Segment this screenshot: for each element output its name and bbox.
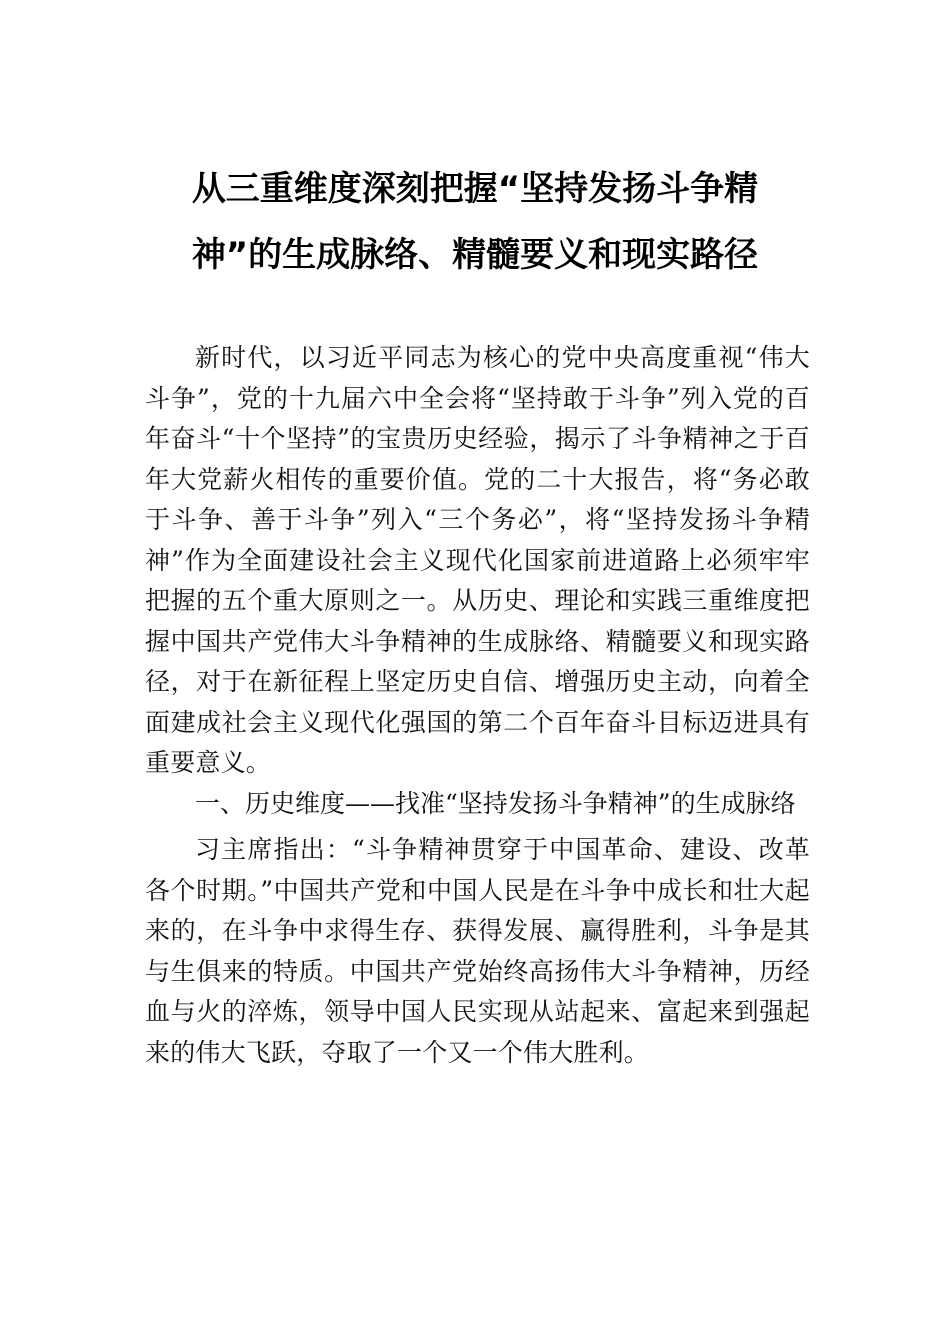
intro-paragraph: 新时代，以习近平同志为核心的党中央高度重视“伟大斗争”，党的十九届六中全会将“坚持敢于斗争”列入党的百年奋斗“十个坚持”的宝贵历史经验，揭示了斗争精神之于百年大党薪火相传的重要价值。党的二十大报告，将“务必敢于斗争、善于斗争”列入“三个务必”，将“坚持发扬斗争精神”作为全面建设社会主义现代化国家前进道路上必须牢牢把握的五个重大原则之一。从历史、理论和实践三重维度把握中国共产党伟大斗争精神的生成脉络、精髓要义和现实路径，对于在新征程上坚定历史自信、增强历史主动，向着全面建成社会主义现代化强国的第二个百年奋斗目标迈进具有重要意义。 bbox=[145, 343, 810, 777]
title-line-1: 从三重维度深刻把握“坚持发扬斗争精 bbox=[191, 169, 759, 209]
document-body bbox=[145, 338, 810, 1073]
section-1-heading: 一、历史维度——找准“坚持发扬斗争精神”的生成脉络 bbox=[195, 788, 796, 818]
title-line-2: 神”的生成脉络、精髓要义和现实路径 bbox=[191, 235, 759, 275]
document-title bbox=[150, 156, 800, 288]
section-1-paragraph: 习主席指出：“斗争精神贯穿于中国革命、建设、改革各个时期。”中国共产党和中国人民是在斗争中成长和壮大起 来的，在斗争中求得生存、获得发展、赢得胜利，斗争是其与生俱来的特质。中国共产党始终高扬伟大斗争精神，历经血与火的淬炼，领导中国人民实现从站起来、富起来到强起来的伟大飞跃，夺取了一个又一个伟大胜利。 bbox=[145, 835, 810, 1067]
